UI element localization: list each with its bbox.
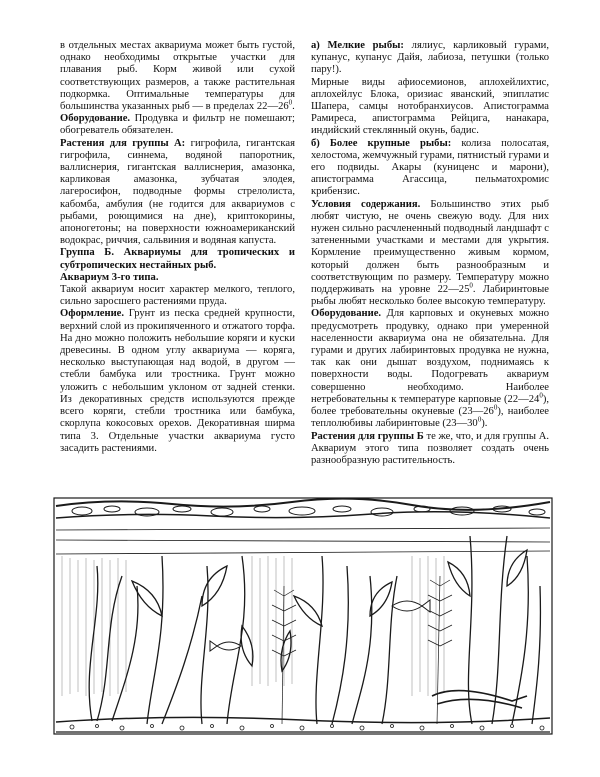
- paragraph-plants-group-b: Растения для группы Б те же, что, и для группы А. Аквариум этого типа позволяет создать очень разнообразную растительность.: [311, 430, 549, 466]
- paragraph-plants-group-a: Растения для группы А: гигрофила, гигантская гигрофила, синнема, водяной папоротник, валлиснерия, гигантская валлиснерия, амазонка, карликовая амазонка, зубчатая элодея, лагеросифон, подводные формы стрелолиста, кабомба, амбулия (не годится для аквариумов с рыбами, роющимися на дне), криптокорины, апоногетоны; на поверхности южноамериканский водокрас, риччия, сальвиния и водяная капуста.: [60, 137, 295, 247]
- paragraph-large-fish: б) Более крупные рыбы: колиза полосатая, хелостома, жемчужный гурами, пятнистый гурами и его подвиды. Акары (куниценс и марони), апистограмма Агассица, пельматохромис крибензис.: [311, 137, 549, 198]
- paragraph-small-fish: а) Мелкие рыбы: лялиус, карликовый гурами, купанус, купанус Дайя, лабиоза, петушки (только пару!).: [311, 40, 550, 76]
- group-b-heading: Группа Б. Аквариумы для тропических и субтропических нестайных рыб.: [60, 247, 295, 271]
- paragraph-conditions: Условия содержания. Большинство этих рыб любят чистую, не очень свежую воду. Для них нужен сильно расчлененный подводный ландшафт с затененными участками и местами для укрытия. Кормление преимущественно живым кормом, который должен быть разнообразным и соответствующим по размеру. Температуру можно поддерживать на уровне $22—25^0$. Лабиринтовые рыбы любят несколько более высокую температуру.: [311, 198, 549, 308]
- paragraph-equipment-a: Оборудование. Продувка и фильтр не помешают; обогреватель обязателен.: [60, 113, 295, 137]
- aquarium-type-3-heading: Аквариум 3-го типа.: [60, 271, 159, 283]
- paragraph-intro-conditions: в отдельных местах аквариума может быть густой, однако необходимы открытые участки для плавания рыб. Корм живой или сухой соответствующих размеров, а также растительная подкормка. Оптимальные температуры для большинства указанных рыб — в пределах $22—26^0$.: [60, 40, 295, 113]
- right-column: [311, 40, 549, 467]
- paragraph-aquarium-type-3: Такой аквариум носит характер мелкого, теплого, сильно заросшего растениями пруда.: [60, 284, 295, 308]
- paragraph-equipment-b: Оборудование. Для карповых и окуневых можно предусмотреть продувку, однако при умеренной населенности аквариума она не обязательна. Для гурами и других лабиринтовых продувка не нужна, так как они дышат воздухом, поднимаясь к поверхности воды. Подогревать аквариум совершенно необходимо. Наиболее нетребовательны к температуре карповые $(22—24^0)$, более требовательны окуневые $(23—26^0)$, наиболее теплолюбивы лабиринтовые $(23—30^0)$.: [311, 308, 549, 430]
- paragraph-design: Оформление. Грунт из песка средней крупности, верхний слой из прокипяченного и отжатого торфа. На дно можно положить небольшие коряги и куски древесины. В одном углу аквариума — коряга, несколько выступающая над водой, в другом — стебли бамбука или тростника. Грунт можно уложить с небольшим уклоном от задней стенки. Из декоративных средств используются прежде всего коряги, стебли тростника или бамбука, скорлупа кокосовых орехов. Декоративная ширма типа 3. Отдельные участки аквариума густо засадить растениями.: [60, 308, 295, 454]
- left-column: [60, 40, 295, 455]
- aquarium-illustration: [52, 496, 554, 736]
- paragraph-peaceful-species: Мирные виды афиосемионов, аплохейлихтис, аплохейлус Блока, оризиас яванский, эпиплатис Шапера, самцы нотобранхиусов. Апистограмма Рамиреса, апистограмма Рейцига, нанакара, индийский стеклянный окунь, бадис.: [311, 76, 549, 137]
